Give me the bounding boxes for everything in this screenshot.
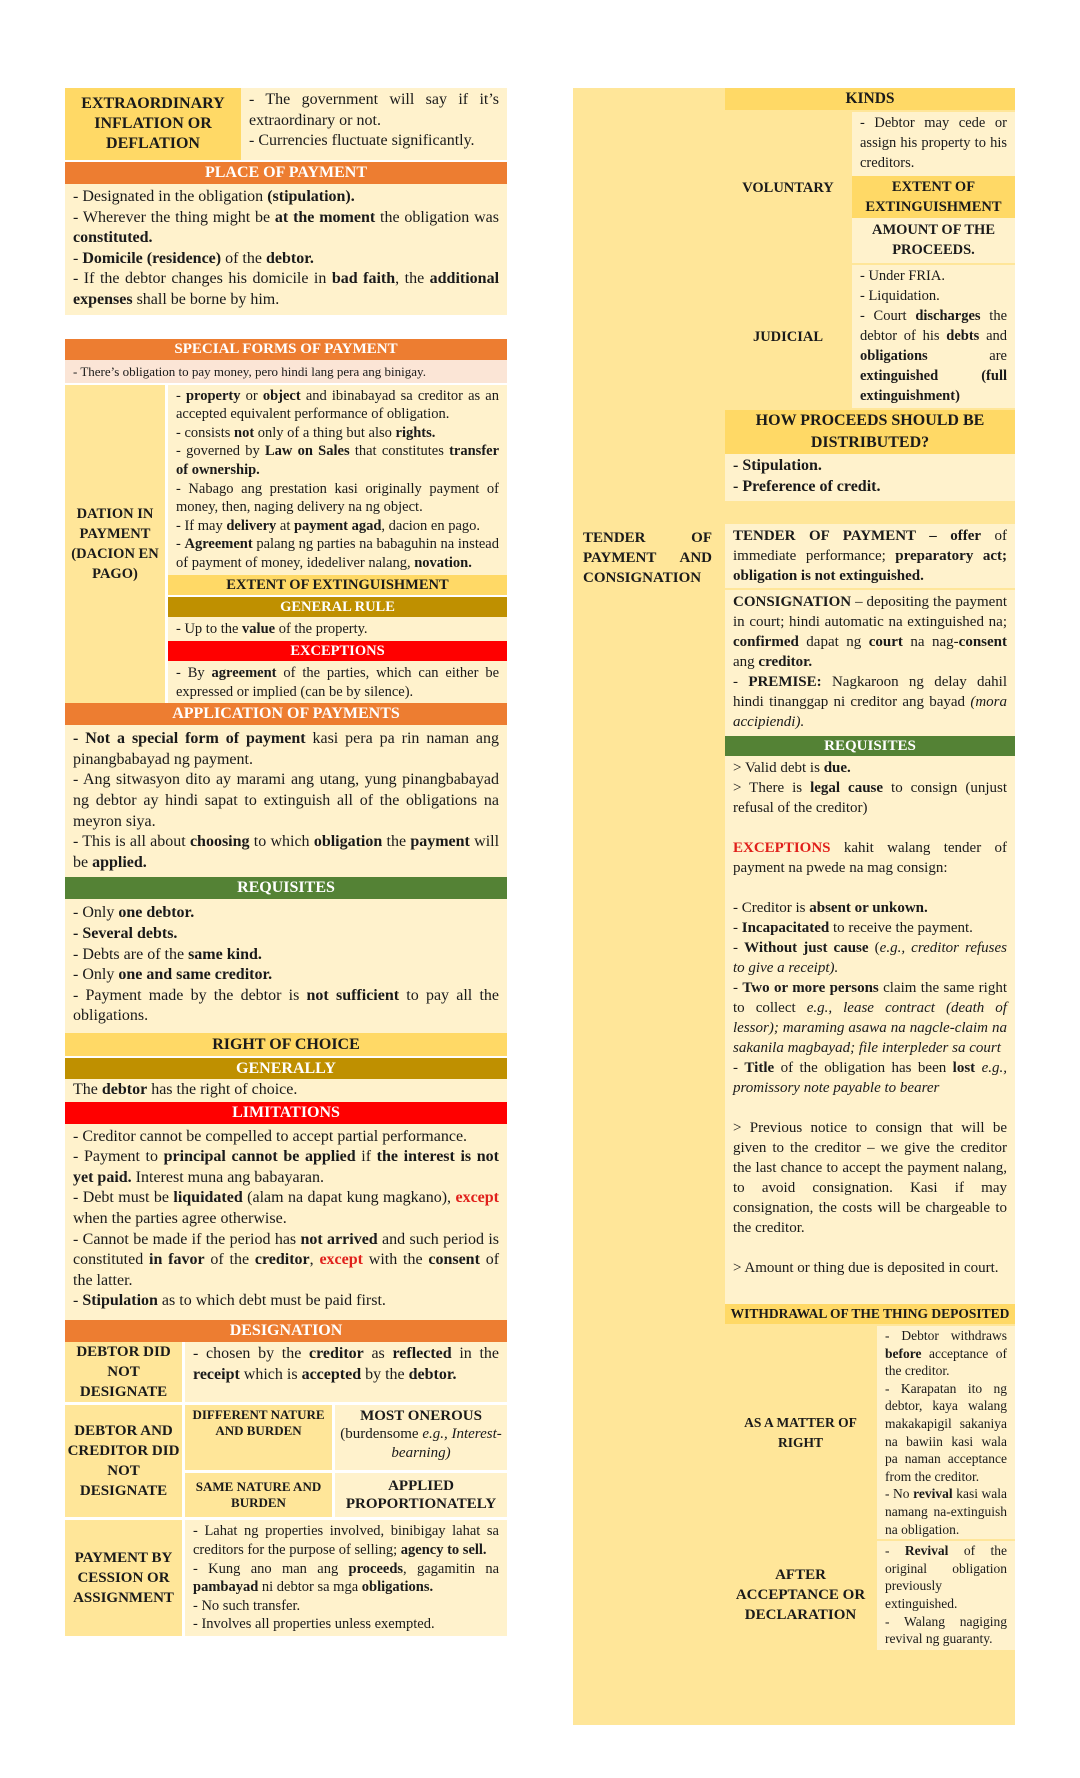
text-line: EXCEPTIONS kahit walang tender of payment na pwede na mag consign:	[733, 840, 1007, 876]
voluntary-text	[852, 112, 1015, 176]
text-line: - Not a special form of payment kasi pera pa rin naman ang pinangbabayad ng payment.	[73, 730, 499, 768]
cession-text	[185, 1520, 507, 1636]
text-line: - Currencies fluctuate significantly.	[249, 132, 475, 150]
bold-text: creditor.	[758, 654, 813, 670]
requisites-text	[65, 899, 507, 1033]
text-line: > There is legal cause to consign (unjust refusal of the creditor)	[733, 780, 1007, 816]
text-line: - Debts are of the same kind.	[73, 945, 262, 963]
bold-text: - Stipulation.	[733, 457, 822, 474]
bold-text: obligations	[860, 348, 928, 364]
place-of-payment-header: PLACE OF PAYMENT	[65, 162, 507, 184]
after-acceptance-label: AFTER ACCEPTANCE OR DECLARATION	[725, 1541, 876, 1650]
debtor-did-not-text	[185, 1342, 507, 1402]
text-line: - Without just cause (e.g., creditor refuses to give a receipt).	[733, 940, 1007, 976]
text-line: - Payment to principal cannot be applied if the interest is not yet paid. Interest muna ang babayaran.	[73, 1148, 500, 1186]
text-line: - No revival kasi wala namang na-extinguish na obligation.	[885, 1486, 1008, 1537]
consignation-requisites-body	[725, 756, 1015, 1304]
distribution-header: HOW PROCEEDS SHOULD BE DISTRIBUTED?	[725, 410, 1015, 454]
text-line: - Kung ano man ang proceeds, gagamitin na pambayad ni debtor sa mga obligations.	[193, 1560, 499, 1596]
bold-text: lost	[952, 1060, 976, 1076]
text-line: CONSIGNATION – depositing the payment in court; hindi automatic na extinguished na; confirmed dapat ng court na nag-consent ang creditor.	[733, 594, 1008, 670]
cession-details	[725, 88, 1015, 501]
dation-content	[168, 385, 507, 704]
bold-text: not	[234, 424, 255, 441]
voluntary-label: VOLUNTARY	[725, 112, 851, 263]
place-of-payment-text	[65, 184, 507, 315]
text-line: - Payment made by the debtor is not sufficient to pay all the obligations.	[73, 986, 500, 1025]
text-line	[733, 456, 1007, 477]
generally-header: GENERALLY	[65, 1058, 507, 1079]
exceptions-intro	[733, 838, 1007, 878]
bold-text: delivery	[226, 517, 277, 534]
bold-text: bad faith	[331, 270, 396, 288]
bold-text: Two or more persons	[742, 980, 879, 996]
text-line: - Only one debtor.	[73, 904, 195, 922]
requisites-list	[733, 758, 1007, 818]
debtor-did-not-label: DEBTOR DID NOT DESIGNATE	[65, 1342, 182, 1402]
highlight-red-text: except	[319, 1251, 363, 1269]
text-line: - Up to the value of the property.	[176, 620, 368, 637]
text-line: - chosen by the creditor as reflected in the receipt which is accepted by the debtor.	[193, 1344, 499, 1383]
tender-text	[725, 524, 1015, 588]
after-acceptance-text	[877, 1541, 1015, 1650]
bold-text: receipt	[193, 1365, 240, 1383]
extraordinary-text	[241, 88, 507, 160]
bold-text: preparatory act; obligation is not extinguished.	[733, 548, 1007, 584]
text-line: - Debt must be liquidated (alam na dapat kung magkano), except when the parties agree otherwise.	[73, 1189, 499, 1227]
withdrawal-header: WITHDRAWAL OF THE THING DEPOSITED	[725, 1304, 1015, 1324]
both-did-not-label: DEBTOR AND CREDITOR DID NOT DESIGNATE	[65, 1405, 182, 1518]
exceptions-text	[168, 661, 507, 703]
bold-text: property	[185, 387, 241, 404]
bold-text: one and same creditor.	[118, 966, 273, 984]
text-line: - Creditor cannot be compelled to accept partial performance.	[73, 1127, 468, 1145]
voluntary-extent-header: EXTENT OF EXTINGUISHMENT	[852, 176, 1015, 218]
text-line: > Previous notice to consign that will be given to the creditor – we give the creditor the last chance to accept the payment nalang, to avoid consignation. Kasi if may consignation, the costs will be chargeable to the creditor.	[733, 1120, 1007, 1236]
text-line: - property or object and ibinabayad sa creditor as an accepted equivalent performance of obligation.	[176, 387, 499, 423]
matter-of-right-row	[725, 1326, 1015, 1539]
bold-text: additional expenses	[73, 270, 500, 308]
text-line: - Involves all properties unless exempted.	[193, 1616, 435, 1633]
italic-text: e.g., lease contract (death of lessor); maraming asawa na nagcle-claim na sakanila magbayad; file interpleder sa court	[733, 1000, 1007, 1056]
text-line	[733, 477, 1007, 498]
bold-text: creditor	[254, 1251, 310, 1269]
bold-text: confirmed	[733, 634, 799, 650]
dation-label: DATION IN PAYMENT (DACION EN PAGO)	[65, 385, 165, 704]
text-line: - PREMISE: Nagkaroon ng delay dahil hindi tinanggap ni creditor ang bayad (mora accipiendi).	[733, 674, 1007, 730]
text-line: - Cannot be made if the period has not arrived and such period is constituted in favor of the creditor, except with the consent of the latter.	[73, 1230, 500, 1289]
bold-text: agreement	[211, 665, 277, 682]
cession-label: PAYMENT BY CESSION OR ASSIGNMENT	[65, 1520, 182, 1636]
right-column	[573, 88, 1015, 1725]
notice-text	[733, 1118, 1007, 1238]
bold-text: debts	[946, 328, 980, 344]
after-acceptance-row	[725, 1541, 1015, 1650]
text-line: - Two or more persons claim the same right to collect e.g., lease contract (death of lessor); maraming asawa na nagcle-claim na sakanila magbayad; file interpleder sa court	[733, 980, 1007, 1056]
bold-text: legal cause	[810, 780, 884, 796]
exceptions-header: EXCEPTIONS	[168, 641, 507, 661]
generally-text	[65, 1079, 507, 1102]
requisites-header: REQUISITES	[65, 877, 507, 899]
bold-text: in favor	[149, 1251, 205, 1269]
bold-text: Revival	[904, 1543, 949, 1559]
bold-text: Agreement	[184, 536, 253, 553]
text-line: - By agreement of the parties, which can either be expressed or implied (can be by silence).	[176, 665, 500, 700]
text-line: - Liquidation.	[860, 288, 940, 304]
deposit-text	[733, 1258, 1007, 1278]
text-line: - Agreement palang ng parties na babaguhin na instead of payment of money, idedeliver nalang, novation.	[176, 536, 499, 571]
text-line: - Under FRIA.	[860, 268, 945, 284]
bold-text: not arrived	[300, 1230, 378, 1248]
text-line: - consists not only of a thing but also rights.	[176, 424, 436, 441]
general-rule-text	[168, 617, 507, 642]
bold-text: obligations.	[361, 1579, 434, 1596]
same-nature-label: SAME NATURE AND BURDEN	[185, 1473, 332, 1517]
cession-row	[65, 1520, 507, 1636]
text-line: - Designated in the obligation (stipulation).	[73, 188, 355, 205]
italic-text: e.g., promissory note payable to bearer	[733, 1060, 1007, 1096]
text-line: - Debtor may cede or assign his property to his creditors.	[860, 115, 1007, 171]
most-onerous-note	[335, 1425, 507, 1462]
both-did-not-designate-row	[65, 1405, 507, 1518]
bold-text: debtor.	[265, 249, 314, 267]
bold-text: not sufficient	[306, 986, 400, 1004]
text-line	[73, 924, 499, 945]
consignation-requisites-header: REQUISITES	[725, 736, 1015, 756]
application-text	[65, 725, 507, 877]
extraordinary-inflation-section	[65, 88, 507, 160]
bold-text: extinguished (full extinguishment)	[860, 368, 1007, 404]
bold-text: (stipulation).	[267, 188, 355, 205]
text-line: - Domicile (residence) of the debtor.	[73, 249, 314, 267]
bold-text: before	[885, 1345, 922, 1361]
extent-header: EXTENT OF EXTINGUISHMENT	[168, 575, 507, 595]
bold-text: one debtor.	[118, 904, 195, 922]
designation-header: DESIGNATION	[65, 1320, 507, 1342]
both-did-not-grid	[185, 1405, 507, 1518]
voluntary-row	[725, 112, 1015, 263]
bold-text: the interest is not yet paid.	[73, 1148, 500, 1186]
bold-text: Stipulation	[82, 1292, 158, 1310]
judicial-text	[852, 265, 1015, 408]
text-line: > Amount or thing due is deposited in court.	[733, 1260, 999, 1276]
text-line: (burdensome e.g., Interest-bearning)	[340, 1426, 502, 1461]
text-line: - Incapacitated to receive the payment.	[733, 920, 973, 936]
bold-text: transfer of ownership.	[176, 443, 500, 478]
right-of-choice-header: RIGHT OF CHOICE	[65, 1033, 507, 1056]
bold-text: Domicile (residence)	[82, 249, 222, 267]
bold-text: value	[242, 620, 276, 637]
bold-text: pambayad	[193, 1579, 259, 1596]
special-forms-subtitle: - There’s obligation to pay money, pero hindi lang pera ang binigay.	[65, 360, 507, 383]
bold-text: principal cannot be applied	[163, 1148, 356, 1166]
tender-label: TENDER OF PAYMENT AND CONSIGNATION	[583, 530, 712, 586]
text-line: - Wherever the thing might be at the moment the obligation was constituted.	[73, 208, 500, 247]
text-line: - No such transfer.	[193, 1597, 301, 1614]
bold-text: absent or unkown.	[809, 900, 928, 916]
extraordinary-label: EXTRAORDINARY INFLATION OR DEFLATION	[65, 88, 241, 160]
bold-text: payment agad	[293, 517, 382, 534]
dation-text	[168, 385, 507, 575]
text-line: - Revival of the original obligation previously extinguished.	[885, 1543, 1007, 1611]
bold-text: obligation	[313, 833, 383, 851]
application-header: APPLICATION OF PAYMENTS	[65, 703, 507, 725]
bold-text: Law on Sales	[265, 443, 350, 460]
bold-text: creditor	[308, 1344, 364, 1362]
tender-details	[725, 524, 1015, 1650]
bold-text: proceeds	[348, 1560, 404, 1577]
bold-text: applied.	[92, 853, 147, 871]
text-line: - Court discharges the debtor of his debts and obligations are extinguished (full extinguishment)	[860, 308, 1008, 404]
bold-text: - Several debts.	[73, 925, 178, 943]
consignation-text	[725, 590, 1015, 736]
exceptions-list	[733, 898, 1007, 1098]
text-line: - This is all about choosing to which obligation the payment will be applied.	[73, 833, 500, 871]
special-forms-header: SPECIAL FORMS OF PAYMENT	[65, 339, 507, 360]
text-line: - governed by Law on Sales that constitutes transfer of ownership.	[176, 443, 500, 478]
debtor-did-not-designate-row	[65, 1342, 507, 1402]
bold-text: reflected	[392, 1344, 452, 1362]
text-line: - If the debtor changes his domicile in bad faith, the additional expenses shall be borne by him.	[73, 270, 500, 308]
highlight-red-text: except	[455, 1189, 499, 1207]
applied-proportionately: APPLIED PROPORTIONATELY	[335, 1473, 507, 1517]
most-onerous-cell	[335, 1405, 507, 1471]
text-line: - Ang sitwasyon dito ay marami ang utang, yung pinangbabayad ng debtor ay hindi sapat to extinguish all of the obligations na meyron siya.	[73, 771, 499, 830]
dation-in-payment-section	[65, 385, 507, 704]
bold-text: Incapacitated	[741, 920, 830, 936]
bold-text: debtor.	[408, 1365, 457, 1383]
most-onerous: MOST ONEROUS	[360, 1407, 482, 1424]
text-line: > Valid debt is due.	[733, 760, 851, 776]
bold-text: same kind.	[188, 945, 262, 963]
limitations-text	[65, 1124, 507, 1320]
italic-text: (mora accipiendi).	[733, 694, 1007, 730]
text-line: - If may delivery at payment agad, dacion en pago.	[176, 517, 481, 534]
italic-text: e.g., Interest-bearning)	[391, 1426, 502, 1461]
text-line: - Creditor is absent or unkown.	[733, 900, 928, 916]
bold-text: - Not a special form of payment	[73, 730, 306, 748]
bold-text: choosing	[189, 833, 250, 851]
bold-text: agency to sell.	[400, 1542, 487, 1559]
bold-text: Title	[744, 1060, 775, 1076]
text-line: - Lahat ng properties involved, binibigay lahat sa creditors for the purpose of selling; agency to sell.	[193, 1523, 499, 1559]
general-rule-header: GENERAL RULE	[168, 597, 507, 617]
bold-text: discharges	[915, 308, 981, 324]
text-line: - Title of the obligation has been lost e.g., promissory note payable to bearer	[733, 1060, 1007, 1096]
bold-text: object	[262, 387, 301, 404]
text-line: - Debtor withdraws before acceptance of the creditor.	[885, 1328, 1007, 1379]
highlight-red-text: EXCEPTIONS	[733, 840, 831, 856]
text-line: - Karapatan ito ng debtor, kaya walang makakapigil sakaniya na bawiin kasi wala pa naman acceptance from the creditor.	[885, 1380, 1007, 1484]
kinds-header: KINDS	[725, 88, 1015, 110]
voluntary-extent-value: AMOUNT OF THE PROCEEDS.	[852, 218, 1015, 263]
bold-text: novation.	[414, 554, 472, 571]
different-nature-label: DIFFERENT NATURE AND BURDEN	[185, 1405, 332, 1471]
bold-text: - Preference of credit.	[733, 477, 881, 495]
bold-text: consent	[958, 634, 1008, 650]
bold-text: due.	[823, 760, 851, 776]
bold-text: consent	[428, 1251, 480, 1269]
bold-text: rights.	[395, 424, 436, 441]
bold-text: liquidated	[173, 1189, 243, 1207]
text-line: - The government will say if it’s extraordinary or not.	[249, 91, 499, 129]
bold-text: accepted	[301, 1365, 362, 1383]
text-line: TENDER OF PAYMENT – offer of immediate performance; preparatory act; obligation is not extinguished.	[733, 528, 1007, 584]
bold-text: revival	[913, 1486, 953, 1502]
matter-of-right-text	[877, 1326, 1015, 1539]
italic-text: e.g., creditor refuses to give a receipt).	[733, 940, 1007, 976]
voluntary-content	[852, 112, 1015, 263]
text-line: - Walang nagiging revival ng guaranty.	[885, 1613, 1007, 1647]
text-line: - Stipulation as to which debt must be paid first.	[73, 1292, 386, 1310]
bold-text: PREMISE:	[748, 674, 822, 690]
bold-text: TENDER OF PAYMENT – offer	[733, 528, 982, 544]
limitations-header: LIMITATIONS	[65, 1102, 507, 1124]
text-line: The debtor has the right of choice.	[73, 1081, 298, 1098]
bold-text: CONSIGNATION	[733, 594, 852, 610]
judicial-label: JUDICIAL	[725, 265, 851, 408]
bold-text: at the moment	[274, 208, 376, 226]
text-line: - Nabago ang prestation kasi originally payment of money, then, naging delivery na ng object.	[176, 480, 499, 516]
bold-text: Without just cause	[744, 940, 869, 956]
judicial-row	[725, 265, 1015, 408]
bold-text: court	[868, 634, 903, 650]
text-line: - Only one and same creditor.	[73, 966, 273, 984]
bold-text: debtor	[101, 1081, 148, 1098]
bold-text: payment	[410, 833, 470, 851]
matter-of-right-label: AS A MATTER OF RIGHT	[725, 1326, 876, 1539]
bold-text: constituted.	[73, 229, 153, 247]
distribution-text	[725, 454, 1015, 501]
left-column	[65, 88, 507, 1636]
